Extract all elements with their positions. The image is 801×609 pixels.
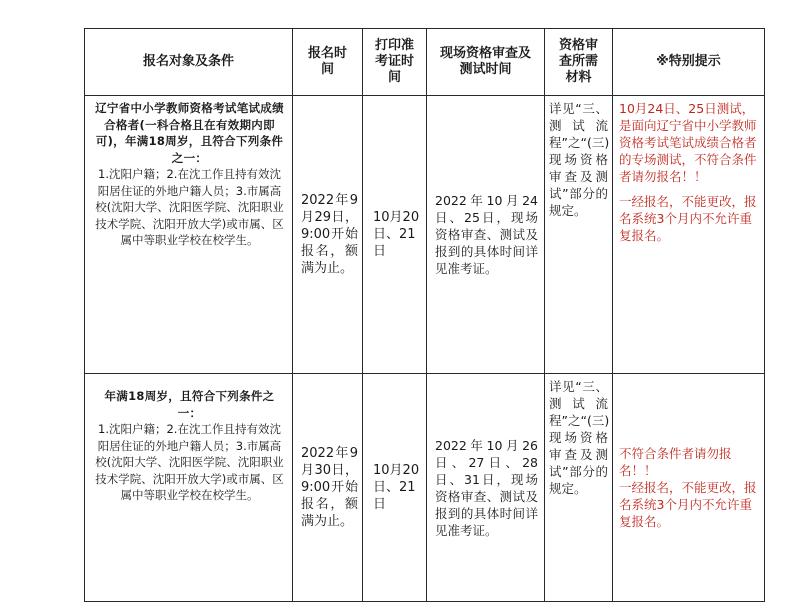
table-header-row — [85, 29, 765, 96]
conditions-cell — [85, 96, 293, 374]
print-ticket-cell: 10月20日、21日 — [363, 374, 427, 602]
registration-table-container — [84, 28, 764, 602]
conditions-cell — [85, 374, 293, 602]
registration-time-cell: 2022年9月30日，9:00开始报名，额满为止。 — [293, 374, 363, 602]
header-materials: 资格审查所需材料 — [545, 29, 613, 96]
registration-time-cell: 2022年9月29日，9:00开始报名，额满为止。 — [293, 96, 363, 374]
special-note-text: 10月24日、25日测试，是面向辽宁省中小学教师资格考试笔试成绩合格者的专场测试，不符合条件者请勿报名！！ — [619, 101, 757, 184]
materials-cell: 详见“三、测试流程”之“(三)现场资格审查及测试”部分的规定。 — [545, 96, 613, 374]
special-note-cell — [613, 374, 765, 602]
print-ticket-cell: 10月20日、21日 — [363, 96, 427, 374]
special-note-cell — [613, 96, 765, 374]
header-conditions: 报名对象及条件 — [85, 29, 293, 96]
special-note-text: 不符合条件者请勿报名！！ — [619, 446, 732, 478]
condition-list-text: 1.沈阳户籍；2.在沈工作且持有效沈阳居住证的外地户籍人员；3.市属高校(沈阳大学、沈阳医学院、沈阳职业技术学院、沈阳开放大学)或市属、区属中等职业学校在校学生。 — [95, 422, 284, 502]
materials-cell: 详见“三、测试流程”之“(三)现场资格审查及测试”部分的规定。 — [545, 374, 613, 602]
special-note-text: 一经报名，不能更改，报名系统3个月内不允许重复报名。 — [619, 194, 757, 243]
table-row — [85, 374, 765, 602]
registration-table — [84, 28, 765, 602]
header-onsite-test-time: 现场资格审查及测试时间 — [427, 29, 545, 96]
onsite-test-cell: 2022年10月24日、25日，现场资格审查、测试及报到的具体时间详见准考证。 — [427, 96, 545, 374]
condition-list-text: 1.沈阳户籍；2.在沈工作且持有效沈阳居住证的外地户籍人员；3.市属高校(沈阳大学、沈阳医学院、沈阳职业技术学院、沈阳开放大学)或市属、区属中等职业学校在校学生。 — [95, 167, 284, 247]
table-row — [85, 96, 765, 374]
header-registration-time: 报名时间 — [293, 29, 363, 96]
header-special-note: ※特别提示 — [613, 29, 765, 96]
onsite-test-cell: 2022年10月26日、27日、28日、31日，现场资格审查、测试及报到的具体时间详见准考证。 — [427, 374, 545, 602]
header-print-ticket-time: 打印准考证时间 — [363, 29, 427, 96]
condition-bold-text: 年满18周岁，且符合下列条件之一： — [104, 389, 275, 420]
condition-bold-text: 辽宁省中小学教师资格考试笔试成绩合格者(一科合格且在有效期内即可)，年满18周岁，且符合下列条件之一： — [95, 101, 284, 165]
special-note-text: 一经报名，不能更改，报名系统3个月内不允许重复报名。 — [619, 480, 757, 529]
